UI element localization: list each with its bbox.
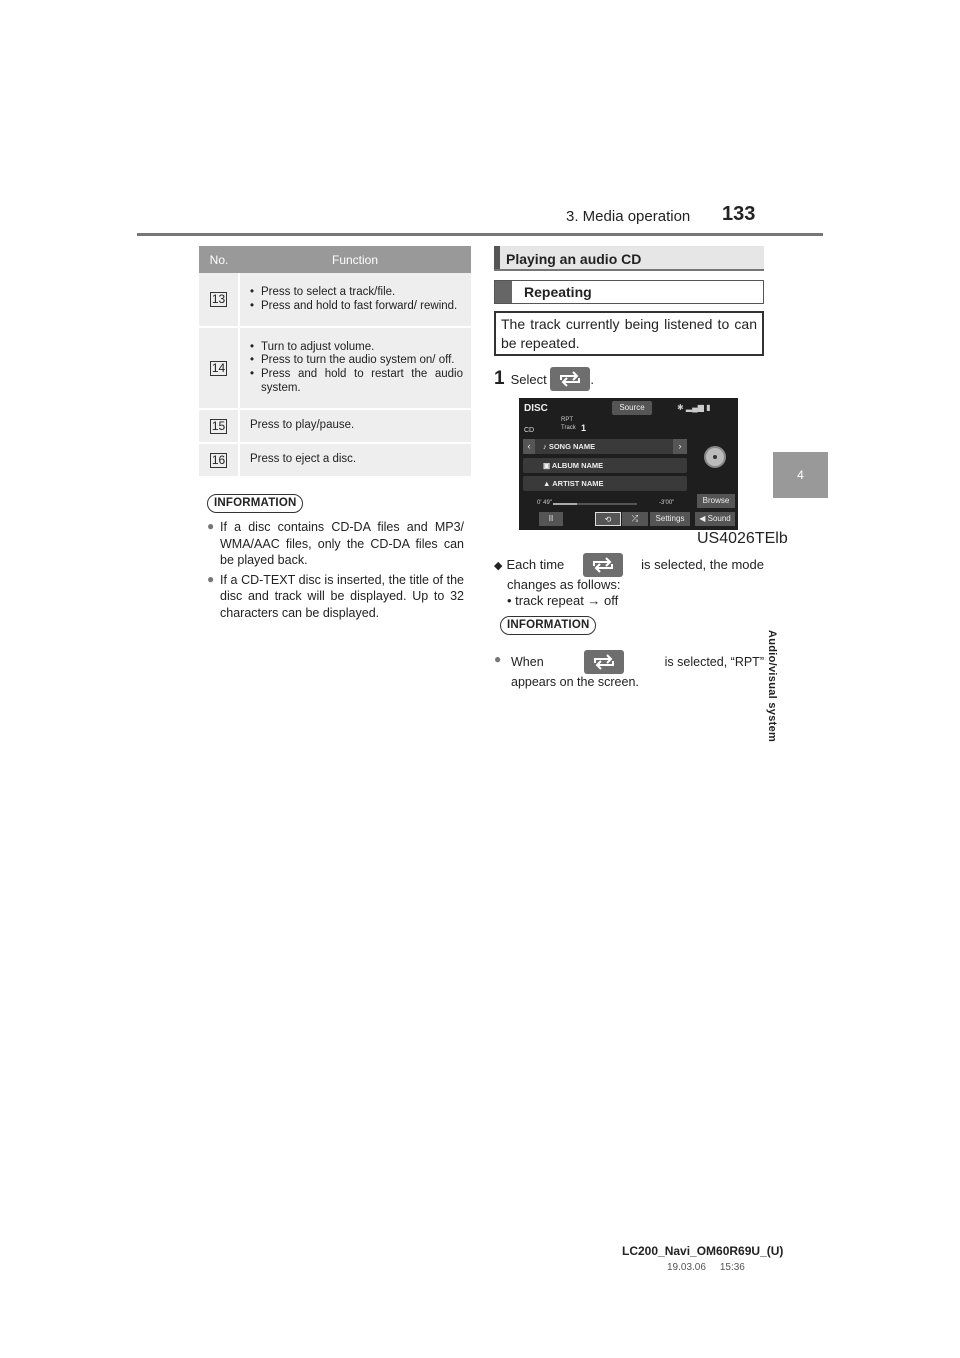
step-text: Select <box>510 371 547 387</box>
repeat-button[interactable] <box>583 553 623 577</box>
chapter-label: Audio/visual system <box>766 630 778 743</box>
album-name: ALBUM NAME <box>551 461 604 470</box>
section-heading: Playing an audio CD <box>494 246 764 271</box>
elapsed-time: 0' 49" <box>537 500 552 506</box>
section-title: 3. Media operation <box>566 208 691 225</box>
browse-button: Browse <box>697 494 735 508</box>
track-number: 1 <box>581 423 587 433</box>
repeat-button[interactable] <box>584 650 624 674</box>
table-header-row <box>199 246 471 273</box>
step-number: 1 <box>494 368 505 389</box>
status-icons: ✱ ▂▄▆ ▮ <box>677 403 711 412</box>
artist-row: ▲ ARTIST NAME <box>523 476 687 491</box>
repeat-button[interactable] <box>550 367 590 391</box>
artist-name: ARTIST NAME <box>552 479 604 488</box>
info-part1: ● When <box>511 654 544 669</box>
table-row <box>199 409 471 443</box>
cd-label: CD <box>524 427 535 434</box>
sound-label: Sound <box>707 514 731 523</box>
mode-note-line3: • track repeat → off <box>507 593 619 609</box>
information-item: ● If a disc contains CD-DA files and MP3/ WMA/AAC files, only the CD-DA files can be played back. <box>207 519 464 569</box>
item-number: 15 <box>211 418 226 433</box>
function-text: Press to eject a disc. <box>239 443 471 477</box>
function-table <box>199 246 471 478</box>
shuffle-icon: ⤮ <box>622 512 648 526</box>
table-row <box>199 327 471 409</box>
information-list <box>494 650 764 690</box>
mode-note-part2: is selected, the mode <box>641 556 764 572</box>
item-number: 14 <box>211 360 226 375</box>
header-divider <box>137 233 823 236</box>
table-row <box>199 443 471 477</box>
function-text: Press to play/pause. <box>239 409 471 443</box>
function-item: • Turn to adjust volume. <box>250 341 463 355</box>
pause-icon: II <box>539 512 563 526</box>
table-row <box>199 273 471 327</box>
screen-repeat-icon: ⟲ <box>595 512 621 526</box>
progress-bar <box>553 503 577 505</box>
chapter-number: 4 <box>797 468 804 482</box>
footer-date: 19.03.06 15:36 <box>667 1262 745 1273</box>
album-row: ▣ ALBUM NAME <box>523 458 687 473</box>
sound-button: ◀ Sound <box>695 512 735 526</box>
step-1 <box>494 367 594 391</box>
information-badge: INFORMATION <box>500 616 596 635</box>
song-row: ♪ SONG NAME <box>523 439 687 454</box>
item-number: 16 <box>211 452 226 467</box>
repeat-icon <box>592 654 616 670</box>
mode-note <box>494 553 764 610</box>
audio-screen-image <box>519 398 738 530</box>
item-number: 13 <box>211 292 226 306</box>
diamond-bullet-icon: ◆ <box>494 559 503 572</box>
repeat-icon <box>558 371 582 387</box>
settings-button: Settings <box>650 512 690 526</box>
footer-model: LC200_Navi_OM60R69U_(U) <box>622 1244 784 1258</box>
column-header-no: No. <box>199 246 239 273</box>
info-line2: appears on the screen. <box>511 675 639 689</box>
function-item: • Press and hold to fast forward/ rewind. <box>250 300 463 314</box>
track-label: Track <box>561 425 576 431</box>
subsection-heading: Repeating <box>494 280 764 304</box>
mode-note-line2: changes as follows: <box>507 577 621 592</box>
source-button: Source <box>612 401 652 415</box>
information-item: ● If a CD-TEXT disc is inserted, the title of the disc and track will be displayed. Up to 32 characters can be displayed. <box>207 572 464 622</box>
function-item: • Press and hold to restart the audio system. <box>250 368 463 395</box>
remaining-time: -3'00" <box>659 500 675 506</box>
information-list <box>207 519 464 624</box>
info-part2: is selected, “RPT” <box>664 654 764 669</box>
screen-title: DISC <box>524 403 548 414</box>
information-item <box>494 650 764 690</box>
page-number: 133 <box>722 203 756 225</box>
prev-icon: ‹ <box>523 439 535 454</box>
next-icon: › <box>673 439 687 454</box>
mode-note-part1: Each time <box>506 556 565 572</box>
step-end: . <box>590 371 594 387</box>
progress-track <box>577 503 637 505</box>
note-box: The track currently being listened to can be repeated. <box>494 311 764 356</box>
rpt-indicator: RPT <box>561 417 573 423</box>
song-name: SONG NAME <box>548 442 596 451</box>
function-item: • Press to select a track/file. <box>250 286 463 300</box>
chapter-tab <box>773 452 828 498</box>
function-item: • Press to turn the audio system on/ off. <box>250 354 463 368</box>
image-code: US4026TElb <box>697 530 788 547</box>
information-badge: INFORMATION <box>207 494 303 513</box>
repeat-icon <box>591 557 615 573</box>
disc-icon <box>704 446 726 468</box>
column-header-function: Function <box>239 246 471 273</box>
